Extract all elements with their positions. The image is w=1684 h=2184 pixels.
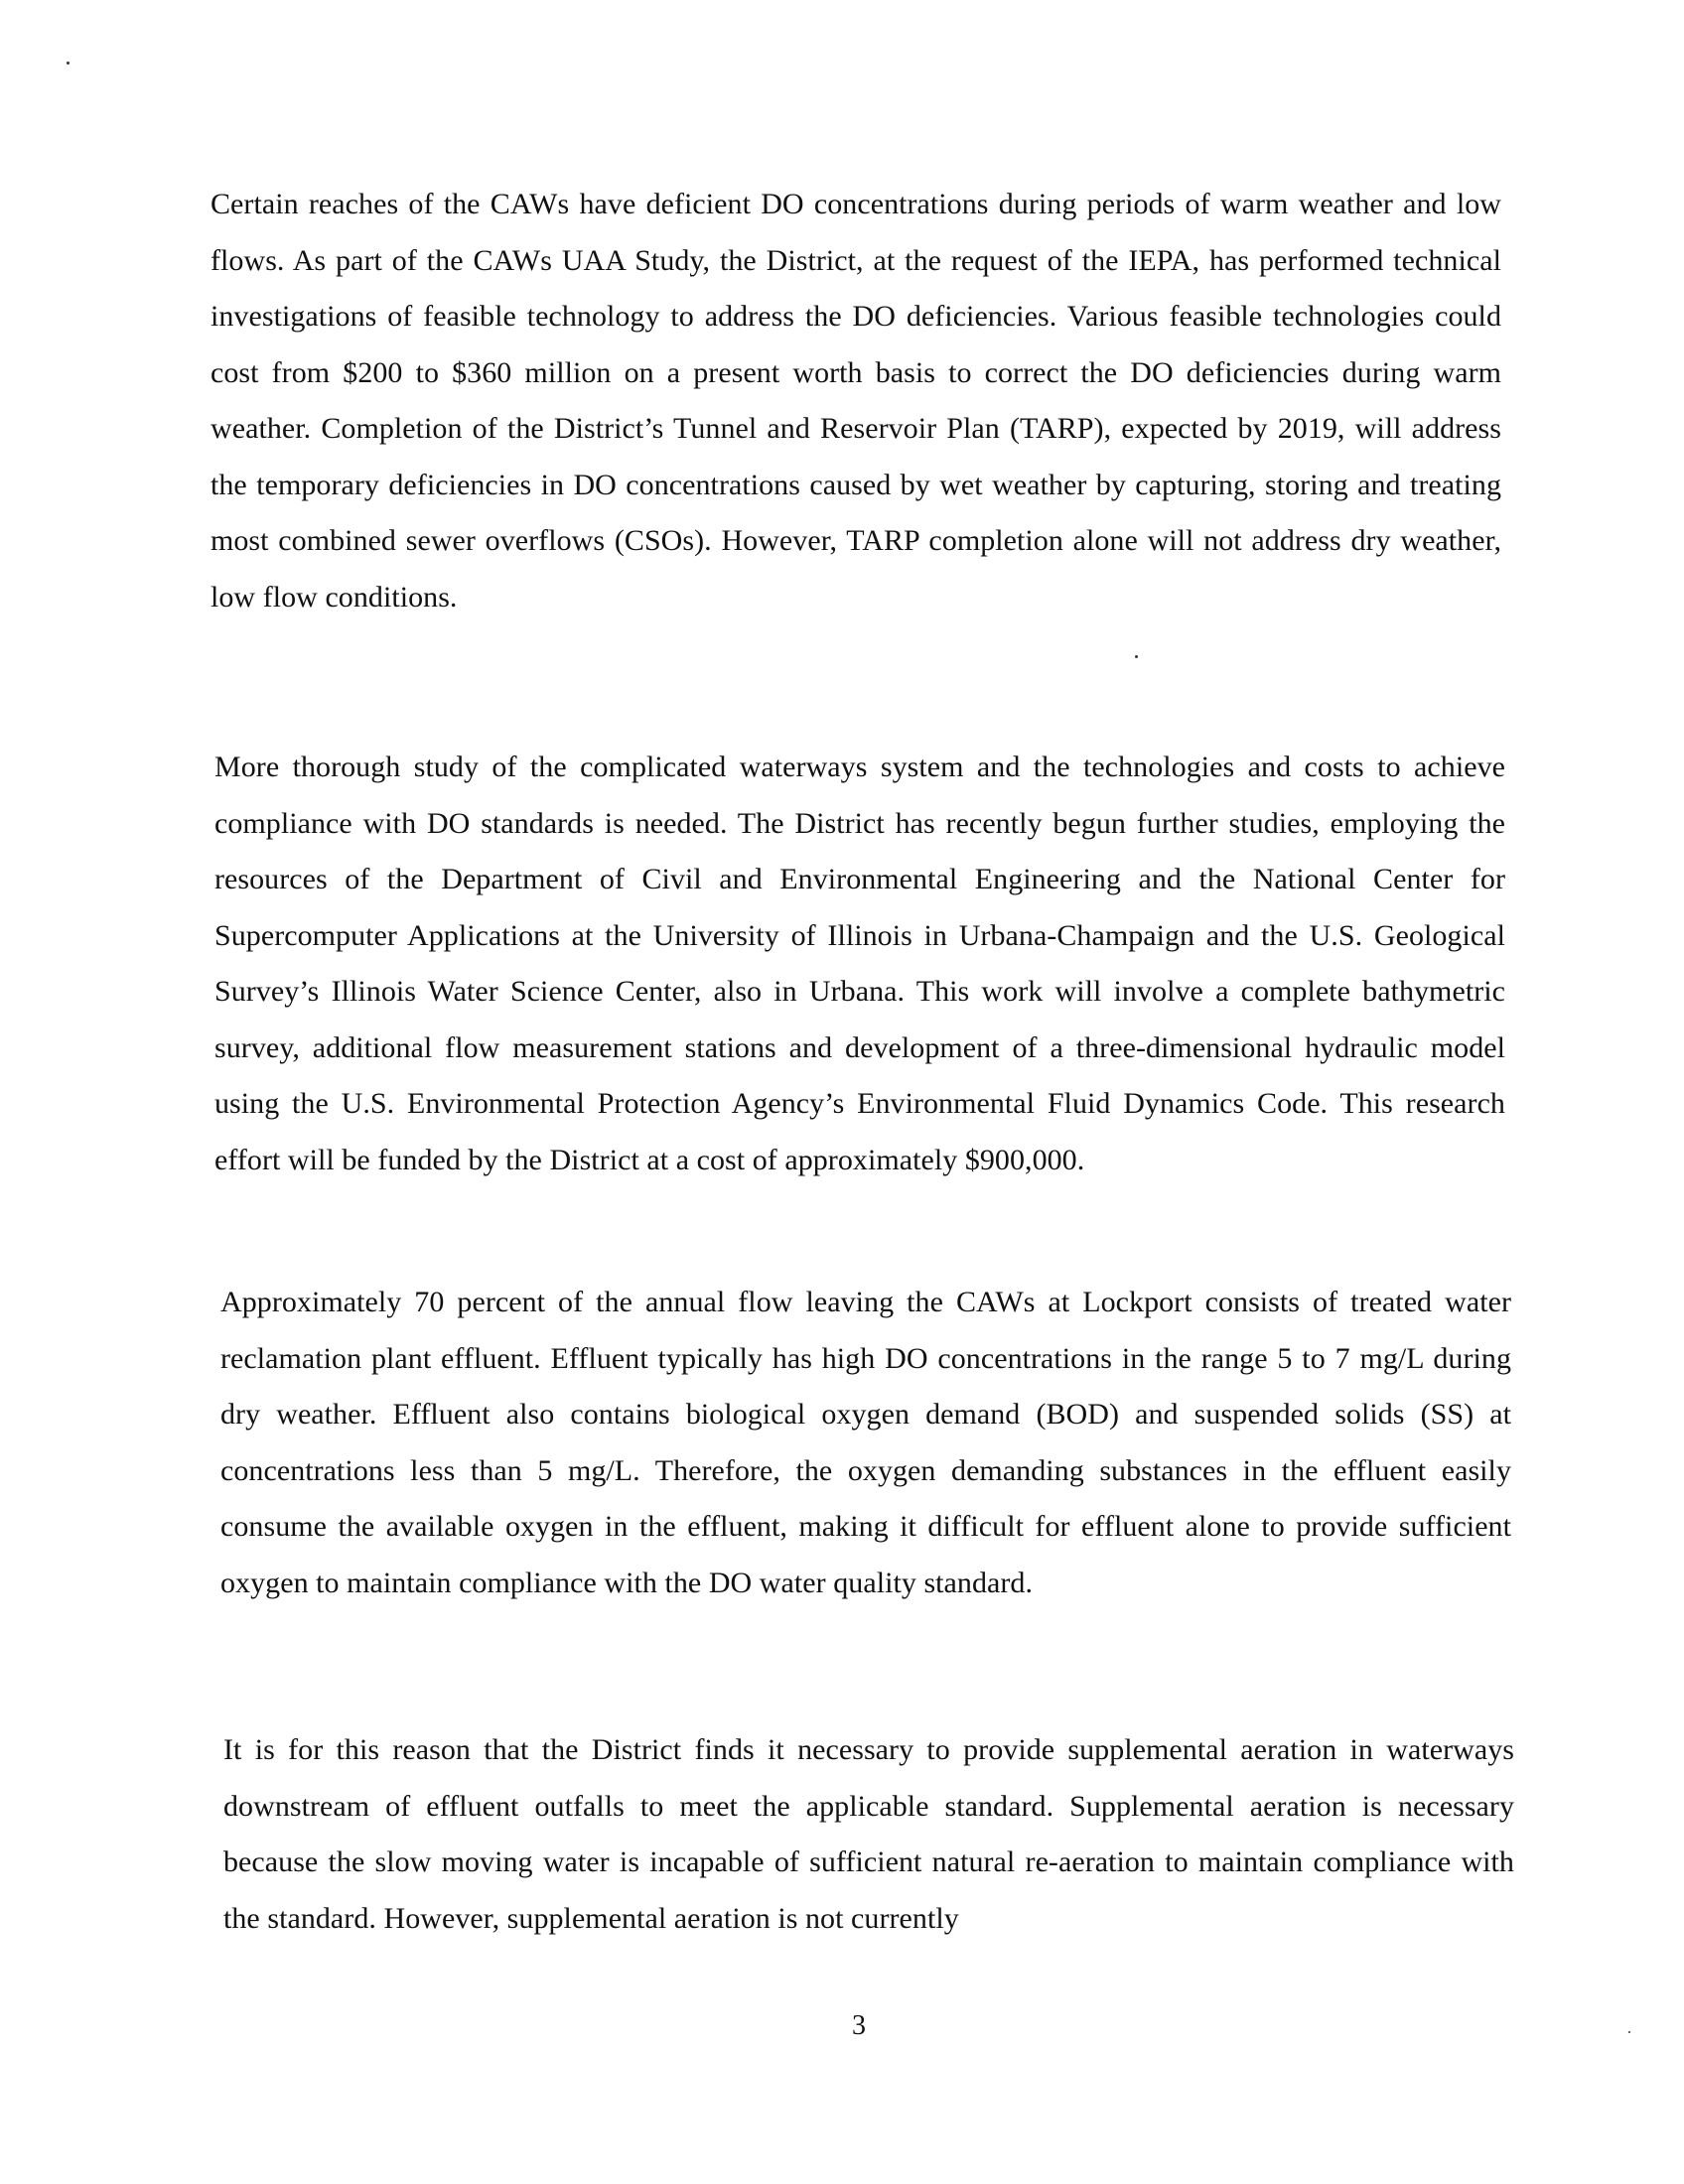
- scan-speck-top-left: [67, 62, 70, 65]
- paragraph-1: Certain reaches of the CAWs have deficient DO concentrations during periods of warm weather and low flows. As part of the CAWs UAA Study, the District, at the request of the IEPA, has performed technical investigations of feasible technology to address the DO deficiencies. Various feasible technologies could cost from $200 to $360 million on a present worth basis to correct the DO deficiencies during warm weather. Completion of the District’s Tunnel and Reservoir Plan (TARP), expected by 2019, will address the temporary deficiencies in DO concentrations caused by wet weather by capturing, storing and treating most combined sewer overflows (CSOs). However, TARP completion alone will not address dry weather, low flow conditions.: [210, 188, 1501, 614]
- scan-speck-mid-right: [1135, 655, 1138, 658]
- scan-speck-bottom-right: [1628, 2031, 1630, 2033]
- paragraph-2: More thorough study of the complicated waterways system and the technologies and costs to achieve compliance with DO standards is needed. The District has recently begun further studies, employing the resources of the Department of Civil and Environmental Engineering and the National Center for Supercomputer Applications at the University of Illinois in Urbana-Champaign and the U.S. Geological Survey’s Illinois Water Science Center, also in Urbana. This work will involve a complete bathymetric survey, additional flow measurement stations and development of a three-dimensional hydraulic model using the U.S. Environmental Protection Agency’s Environmental Fluid Dynamics Code. This research effort will be funded by the District at a cost of approximately $900,000.: [214, 751, 1505, 1176]
- paragraph-4: It is for this reason that the District finds it necessary to provide supplemental aeration in waterways downstream of effluent outfalls to meet the applicable standard. Supplemental aeration is necessary because the slow moving water is incapable of sufficient natural re-aeration to maintain compliance with the standard. However, supplemental aeration is not currently: [223, 1733, 1514, 1935]
- page-number: 3: [852, 2010, 866, 2041]
- paragraph-3: Approximately 70 percent of the annual flow leaving the CAWs at Lockport consists of treated water reclamation plant effluent. Effluent typically has high DO concentrations in the range 5 to 7 mg/L during dry weather. Effluent also contains biological oxygen demand (BOD) and suspended solids (SS) at concentrations less than 5 mg/L. Therefore, the oxygen demanding substances in the effluent easily consume the available oxygen in the effluent, making it difficult for effluent alone to provide sufficient oxygen to maintain compliance with the DO water quality standard.: [220, 1286, 1511, 1599]
